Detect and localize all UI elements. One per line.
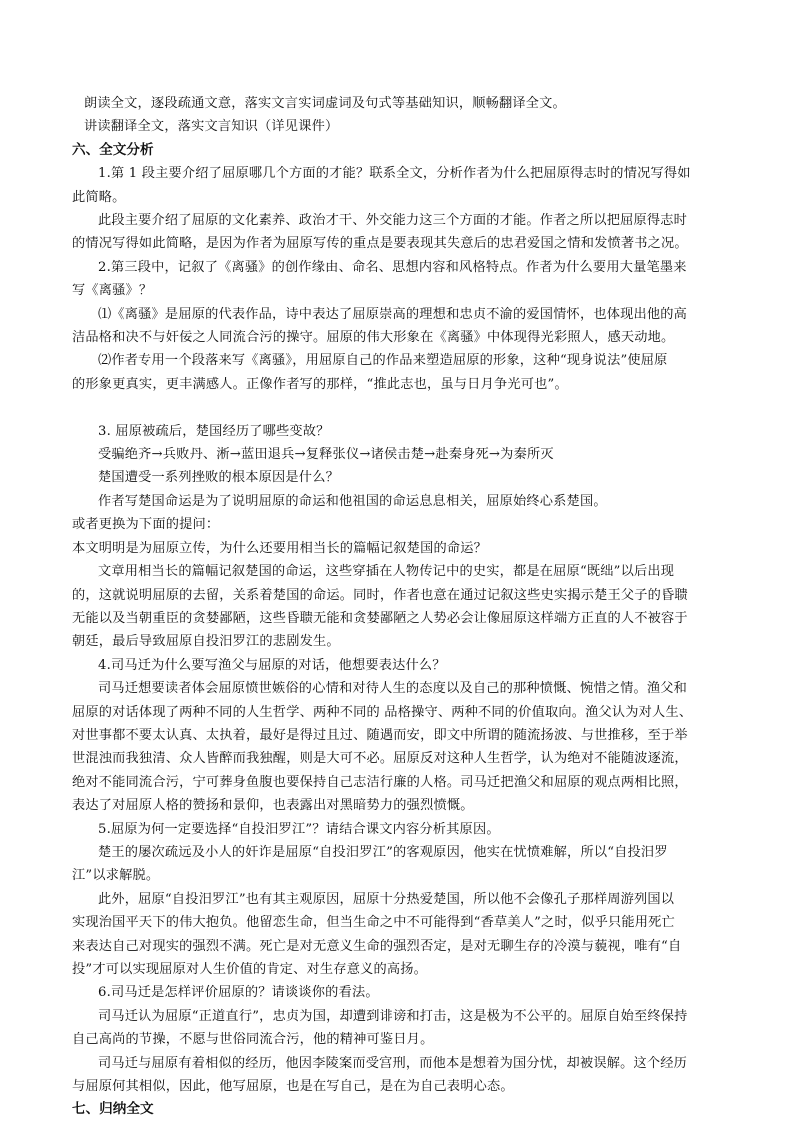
q5-answer1-line-1: 楚王的屡次疏远及小人的奸诈是屈原“自投汨罗江”的客观原因，他实在忧愤难解，所以“自投汨罗 [98, 844, 668, 860]
q2-question-line-2: 写《离骚》？ [72, 283, 153, 299]
q4-answer-line-2: 屈原的对话体现了两种不同的人生哲学、两种不同的 品格操守、两种不同的价值取向。渔父认为对人生、 [72, 704, 693, 720]
q3-alt-answer-line-1: 文章用相当长的篇幅记叙楚国的命运，这些穿插在人物传记中的史实，都是在屈原“既绌”以后出现 [98, 564, 675, 580]
q5-question: 5.屈原为何一定要选择“自投汨罗江”？请结合课文内容分析其原因。 [98, 821, 500, 837]
q3-event-chain: 受骗绝齐→兵败丹、淅→蓝田退兵→复释张仪→诸侯击楚→赴秦身死→为秦所灭 [98, 447, 554, 463]
q1-question-line-2: 此简略。 [72, 189, 126, 205]
q6-question: 6.司马迁是怎样评价屈原的？请谈谈你的看法。 [98, 985, 379, 1001]
q2-answer-line-1: ⑴《离骚》是屈原的代表作品，诗中表达了屈原崇高的理想和忠贞不渝的爱国情怀，也体现出他的高 [98, 306, 688, 322]
q1-answer-line-2: 的情况写得如此简略，是因为作者为屈原写传的重点是要表现其失意后的忠君爱国之情和发愤著书之况。 [72, 236, 688, 252]
q5-answer2-line-2: 实现治国平天下的伟大抱负。他留恋生命，但当生命之中不可能得到“香草美人”之时，似乎只能用死亡 [72, 915, 675, 931]
q3-alt-intro: 或者更换为下面的提问： [72, 517, 220, 533]
q3-alt-answer-line-3: 无能以及当朝重臣的贪婪鄙陋，这些昏聩无能和贪婪鄙陋之人势必会让像屈原这样端方正直的人不被容于 [72, 610, 688, 626]
q2-answer-line-4: 的形象更真实，更丰满感人。正像作者写的那样，“推此志也，虽与日月争光可也”。 [72, 376, 568, 392]
q3-alt-answer-line-4: 朝廷，最后导致屈原自投汨罗江的悲剧发生。 [72, 634, 340, 650]
q3-sub-question: 楚国遭受一系列挫败的根本原因是什么？ [98, 470, 339, 486]
q1-question-line-1: 1.第 1 段主要介绍了屈原哪几个方面的才能？联系全文，分析作者为什么把屈原得志时的情况写得如 [98, 166, 691, 182]
q6-answer2-line-2: 与屈原何其相似，因此，他写屈原，也是在写自己，是在为自己表明心态。 [72, 1079, 514, 1095]
q2-answer-line-2: 洁品格和决不与奸佞之人同流合污的操守。屈原的伟大形象在《离骚》中体现得光彩照人，感天动地。 [72, 330, 675, 346]
q4-answer-line-6: 表达了对屈原人格的赞扬和景仰，也表露出对黑暗势力的强烈愤慨。 [72, 798, 474, 814]
q2-answer-line-3: ⑵作者专用一个段落来写《离骚》，用屈原自己的作品来塑造屈原的形象，这种“现身说法”使屈原 [98, 353, 668, 369]
section-6-heading: 六、全文分析 [72, 141, 154, 158]
q5-answer1-line-2: 江”以求解脱。 [72, 868, 160, 884]
q3-question: 3. 屈原被疏后，楚国经历了哪些变故？ [98, 423, 330, 439]
q2-question-line-1: 2.第三段中，记叙了《离骚》的创作缘由、命名、思想内容和风格特点。作者为什么要用大量笔墨来 [98, 259, 687, 275]
q6-answer1-line-2: 自己高尚的节操，不愿与世俗同流合污，他的精神可鉴日月。 [72, 1032, 434, 1048]
q1-answer-line-1: 此段主要介绍了屈原的文化素养、政治才干、外交能力这三个方面的才能。作者之所以把屈原得志时 [98, 213, 688, 229]
section-7-heading: 七、归纳全文 [72, 1101, 154, 1118]
q3-sub-answer: 作者写楚国命运是为了说明屈原的命运和他祖国的命运息息相关，屈原始终心系楚国。 [98, 493, 607, 509]
blank-line [72, 396, 722, 419]
q4-answer-line-5: 绝对不能同流合污，宁可葬身鱼腹也要保持自己志洁行廉的人格。司马迁把渔父和屈原的观点两相比照， [72, 774, 688, 790]
q4-answer-line-1: 司马迁想要读者体会屈原愤世嫉俗的心情和对待人生的态度以及自己的那种愤慨、惋惜之情。渔父和 [98, 681, 688, 697]
q5-answer2-line-1: 此外，屈原“自投汨罗江”也有其主观原因，屈原十分热爱楚国，所以他不会像孔子那样周游列国以 [98, 891, 675, 907]
q6-answer2-line-1: 司马迁与屈原有着相似的经历，他因李陵案而受宫刑，而他本是想着为国分忧，却被误解。这个经历 [98, 1055, 688, 1071]
q5-answer2-line-3: 来表达自己对现实的强烈不满。死亡是对无意义生命的强烈否定，是对无聊生存的冷漠与藐视，唯有“自 [72, 938, 682, 954]
q6-answer1-line-1: 司马迁认为屈原“正道直行”，忠贞为国，却遭到诽谤和打击，这是极为不公平的。屈原自始至终保持 [98, 1008, 688, 1024]
intro-line-1: 朗读全文，逐段疏通文意，落实文言实词虚词及句式等基础知识，顺畅翻译全文。 [84, 96, 566, 111]
q3-alt-answer-line-2: 的，这就说明屈原的去留，关系着楚国的命运。同时，作者也意在通过记叙这些史实揭示楚王父子的昏聩 [72, 587, 688, 603]
q3-alt-question: 本文明明是为屈原立传，为什么还要用相当长的篇幅记叙楚国的命运？ [72, 540, 488, 556]
intro-line-2: 讲读翻译全文，落实文言知识（详见课件） [84, 119, 339, 135]
q4-question: 4.司马迁为什么要写渔父与屈原的对话，他想要表达什么？ [98, 657, 446, 673]
q5-answer2-line-4: 投”才可以实现屈原对人生价值的肯定、对生存意义的高扬。 [72, 962, 428, 978]
document-page [72, 92, 722, 1122]
q4-answer-line-3: 对世事都不要太认真、太执着，最好是得过且过、随遇而安，即文中所谓的随流扬波、与世推移，至于举 [72, 727, 688, 743]
q4-answer-line-4: 世混浊而我独清、众人皆醉而我独醒，则是大可不必。屈原反对这种人生哲学，认为绝对不能随波逐流， [72, 751, 688, 767]
